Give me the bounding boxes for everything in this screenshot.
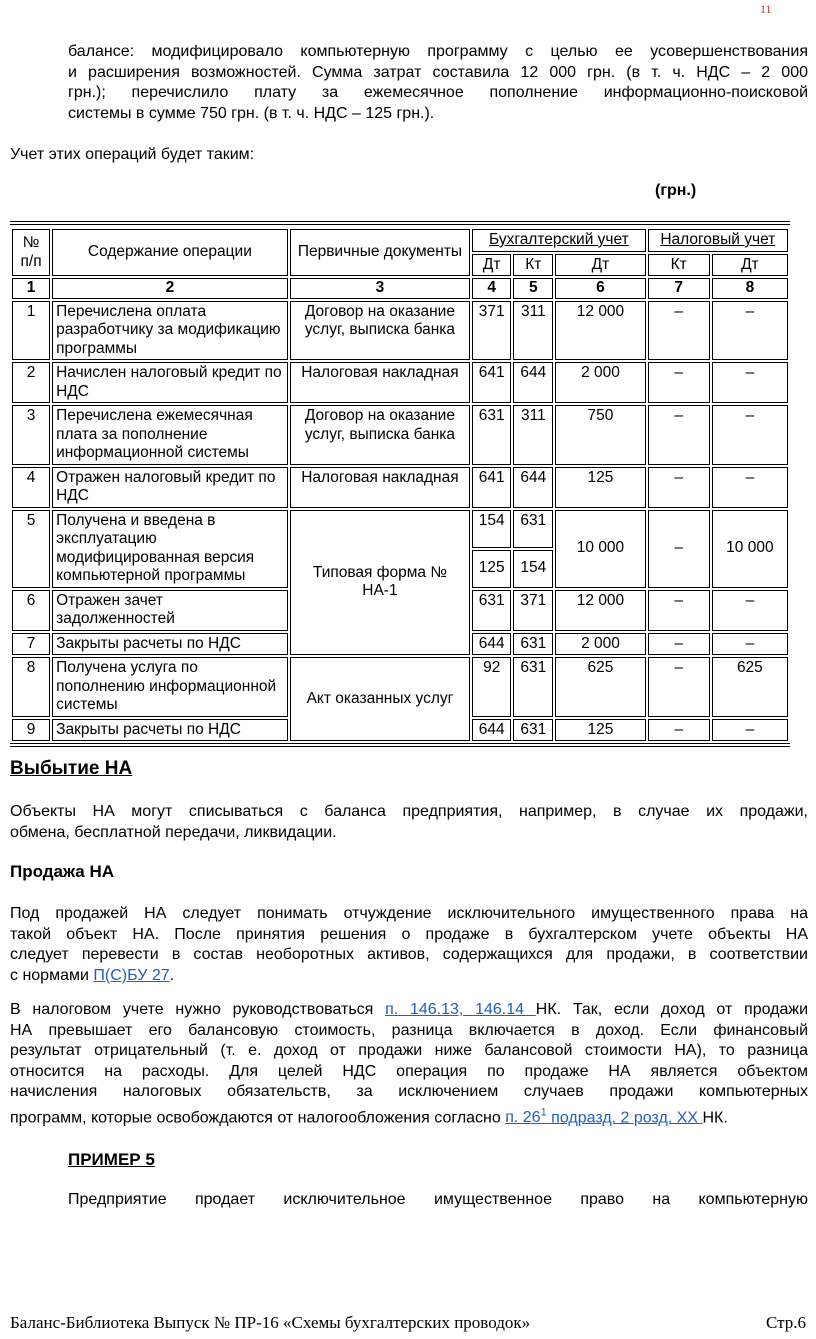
row-tax-dt: – bbox=[712, 633, 788, 656]
text-line: системы в сумме 750 грн. (в т. ч. НДС – 125 грн.). bbox=[68, 104, 435, 122]
row-tax-kt: – bbox=[648, 467, 710, 508]
row-kt: 631 bbox=[513, 657, 553, 717]
header-content: Содержание операции bbox=[52, 229, 288, 276]
text-line: относится на расходы. Для целей НДС операция по продаже НА является объектом bbox=[10, 1062, 808, 1080]
row-kt: 311 bbox=[513, 301, 553, 361]
row-document: Налоговая накладная bbox=[290, 362, 470, 403]
row-dt: 644 bbox=[472, 633, 511, 656]
section-title: Выбытие НА bbox=[10, 758, 133, 779]
row-num: 1 bbox=[12, 301, 50, 361]
row-dt: 125 bbox=[472, 550, 511, 588]
clause-26-link[interactable] bbox=[505, 1106, 547, 1126]
text-line: следует перевести в состав необоротных активов, содержащихся для продажи, в соответствии bbox=[10, 946, 808, 963]
row-num: 8 bbox=[12, 657, 50, 717]
row-tax-dt: – bbox=[712, 719, 788, 742]
text-fragment: . bbox=[169, 966, 175, 984]
row-num: 7 bbox=[12, 633, 50, 656]
unit-label: (грн.) bbox=[655, 182, 697, 199]
row-num: 9 bbox=[12, 719, 50, 742]
row-document: Акт оказанных услуг bbox=[290, 657, 470, 741]
row-kt: 644 bbox=[513, 362, 553, 403]
text-line: НА превышает его балансовую стоимость, разница включается в доход. Если финансовый bbox=[10, 1021, 808, 1039]
row-tax-kt: – bbox=[648, 590, 710, 631]
row-kt: 631 bbox=[513, 633, 553, 656]
row-tax-dt: – bbox=[712, 467, 788, 508]
row-operation: Отражен налоговый кредит по НДС bbox=[52, 467, 288, 508]
row-sum: 12 000 bbox=[555, 301, 645, 361]
header-sum-dt: Дт bbox=[555, 254, 645, 277]
page-number: 11 bbox=[760, 2, 772, 16]
row-operation: Закрыты расчеты по НДС bbox=[52, 633, 288, 656]
column-number: 6 bbox=[555, 278, 645, 299]
row-sum: 10 000 bbox=[555, 510, 645, 588]
row-tax-dt: – bbox=[712, 590, 788, 631]
row-tax-kt: – bbox=[648, 405, 710, 465]
text-line: и расширения возможностей. Сумма затрат составила 12 000 грн. (в т. ч. НДС – 2 000 bbox=[68, 63, 808, 81]
row-num: 6 bbox=[12, 590, 50, 631]
row-tax-kt: – bbox=[648, 633, 710, 656]
psbu-27-link[interactable]: П(С)БУ 27 bbox=[93, 966, 170, 984]
row-operation: Получена услуга по пополнению информационной системы bbox=[52, 657, 288, 717]
row-num: 2 bbox=[12, 362, 50, 403]
row-kt: 631 bbox=[513, 510, 553, 548]
row-num: 4 bbox=[12, 467, 50, 508]
row-sum: 125 bbox=[555, 467, 645, 508]
table-row bbox=[12, 301, 788, 361]
row-kt: 644 bbox=[513, 467, 553, 508]
table-row bbox=[12, 467, 788, 508]
text-line: начисления налоговых обязательств, за исключением случаев продажи компьютерных bbox=[10, 1083, 808, 1100]
text-fragment: НК. bbox=[702, 1108, 728, 1126]
row-sum: 750 bbox=[555, 405, 645, 465]
row-tax-kt: – bbox=[648, 301, 710, 361]
superscript: 1 bbox=[540, 1106, 547, 1119]
table-top-rule bbox=[10, 221, 790, 225]
example-paragraph bbox=[68, 1190, 808, 1211]
column-number: 5 bbox=[513, 278, 553, 299]
lead-sentence: Учет этих операций будет таким: bbox=[10, 146, 255, 163]
column-number: 8 bbox=[712, 278, 788, 299]
table-row bbox=[12, 362, 788, 403]
paragraph-disposal bbox=[10, 802, 808, 843]
text-line bbox=[10, 966, 808, 987]
operations-table bbox=[10, 227, 790, 743]
row-tax-dt: – bbox=[712, 301, 788, 361]
row-document: Договор на оказание услуг, выписка банка bbox=[290, 405, 470, 465]
example-title: ПРИМЕР 5 bbox=[68, 1150, 155, 1169]
row-operation: Перечислена ежемесячная плата за пополнение информационной системы bbox=[52, 405, 288, 465]
text-line: грн.); перечислило плату за ежемесячное пополнение информационно-поисковой bbox=[68, 84, 808, 101]
row-num: 5 bbox=[12, 510, 50, 588]
text-fragment: НК. Так, если доход от продажи bbox=[535, 1001, 809, 1018]
row-tax-dt: 10 000 bbox=[712, 510, 788, 588]
row-tax-kt: – bbox=[648, 719, 710, 742]
row-dt: 92 bbox=[472, 657, 511, 717]
row-tax-kt: – bbox=[648, 362, 710, 403]
row-document: Типовая форма № НА-1 bbox=[290, 510, 470, 656]
footer-right: Стр.6 bbox=[765, 1313, 806, 1332]
row-sum: 625 bbox=[555, 657, 645, 717]
tax-code-link[interactable]: п. 146.13, 146.14 bbox=[385, 1001, 536, 1018]
text-line bbox=[10, 1000, 808, 1021]
header-dt: Дт bbox=[472, 254, 511, 277]
header-tax: Налоговый учет bbox=[648, 229, 788, 252]
text-line: Под продажей НА следует понимать отчуждение исключительного имущественного права на bbox=[10, 905, 808, 922]
row-dt: 641 bbox=[472, 362, 511, 403]
column-number: 2 bbox=[52, 278, 288, 299]
row-operation: Получена и введена в эксплуатацию модифицированная версия компьютерной программы bbox=[52, 510, 288, 588]
row-kt: 371 bbox=[513, 590, 553, 631]
text-line: Предприятие продает исключительное имущественное право на компьютерную bbox=[68, 1191, 808, 1208]
header-kt: Кт bbox=[513, 254, 553, 277]
row-sum: 2 000 bbox=[555, 633, 645, 656]
row-operation: Перечислена оплата разработчику за модификацию программы bbox=[52, 301, 288, 361]
row-tax-kt: – bbox=[648, 510, 710, 588]
row-document: Договор на оказание услуг, выписка банка bbox=[290, 301, 470, 361]
column-number: 3 bbox=[290, 278, 470, 299]
link-text: п. 26 bbox=[505, 1108, 541, 1126]
row-document: Налоговая накладная bbox=[290, 467, 470, 508]
row-dt: 641 bbox=[472, 467, 511, 508]
row-operation: Начислен налоговый кредит по НДС bbox=[52, 362, 288, 403]
column-number-row bbox=[12, 278, 788, 299]
text-line: балансе: модифицировало компьютерную программу с целью ее усовершенствования bbox=[68, 43, 808, 60]
text-line: обмена, бесплатной передачи, ликвидации. bbox=[10, 823, 337, 841]
row-kt: 311 bbox=[513, 405, 553, 465]
subsection-title: Продажа НА bbox=[10, 862, 115, 881]
header-num: № п/п bbox=[12, 229, 50, 276]
text-fragment: программ, которые освобождаются от налогообложения согласно bbox=[10, 1108, 506, 1126]
row-dt: 631 bbox=[472, 590, 511, 631]
row-dt: 631 bbox=[472, 405, 511, 465]
paragraph-tax bbox=[10, 1000, 808, 1128]
subsection-link[interactable]: подразд. 2 розд. XX bbox=[546, 1108, 703, 1126]
column-number: 1 bbox=[12, 278, 50, 299]
row-operation: Отражен зачет задолженностей bbox=[52, 590, 288, 631]
row-sum: 12 000 bbox=[555, 590, 645, 631]
text-line: Объекты НА могут списываться с баланса предприятия, например, в случае их продажи, bbox=[10, 803, 808, 820]
row-dt: 154 bbox=[472, 510, 511, 548]
text-line: такой объект НА. После принятия решения о продаже в бухгалтерском учете объекты НА bbox=[10, 925, 808, 943]
table-row bbox=[12, 510, 788, 548]
row-kt: 631 bbox=[513, 719, 553, 742]
text-line: результат отрицательный (т. е. доход от продажи ниже балансовой стоимости НА), то разница bbox=[10, 1042, 808, 1059]
row-sum: 125 bbox=[555, 719, 645, 742]
row-tax-dt: 625 bbox=[712, 657, 788, 717]
row-num: 3 bbox=[12, 405, 50, 465]
row-kt: 154 bbox=[513, 550, 553, 588]
text-fragment: В налоговом учете нужно руководствоваться bbox=[10, 1001, 386, 1018]
header-tax-dt: Дт bbox=[712, 254, 788, 277]
row-tax-dt: – bbox=[712, 362, 788, 403]
row-sum: 2 000 bbox=[555, 362, 645, 403]
row-operation: Закрыты расчеты по НДС bbox=[52, 719, 288, 742]
header-tax-kt: Кт bbox=[648, 254, 710, 277]
text-line bbox=[10, 1103, 808, 1129]
table-bottom-rule bbox=[10, 743, 790, 747]
row-tax-dt: – bbox=[712, 405, 788, 465]
row-tax-kt: – bbox=[648, 657, 710, 717]
row-dt: 644 bbox=[472, 719, 511, 742]
row-dt: 371 bbox=[472, 301, 511, 361]
text-fragment: с нормами bbox=[10, 966, 94, 984]
intro-paragraph bbox=[68, 42, 808, 124]
paragraph-sale bbox=[10, 904, 808, 986]
operations-table-wrap bbox=[10, 221, 790, 747]
footer-left: Баланс-Библиотека Выпуск № ПР-16 «Схемы бухгалтерских проводок» bbox=[10, 1313, 531, 1332]
column-number: 7 bbox=[648, 278, 710, 299]
page-footer bbox=[10, 1313, 806, 1333]
header-docs: Первичные документы bbox=[290, 229, 470, 276]
table-row bbox=[12, 405, 788, 465]
header-accounting: Бухгалтерский учет bbox=[472, 229, 645, 252]
column-number: 4 bbox=[472, 278, 511, 299]
table-header-row bbox=[12, 229, 788, 252]
table-row bbox=[12, 657, 788, 717]
